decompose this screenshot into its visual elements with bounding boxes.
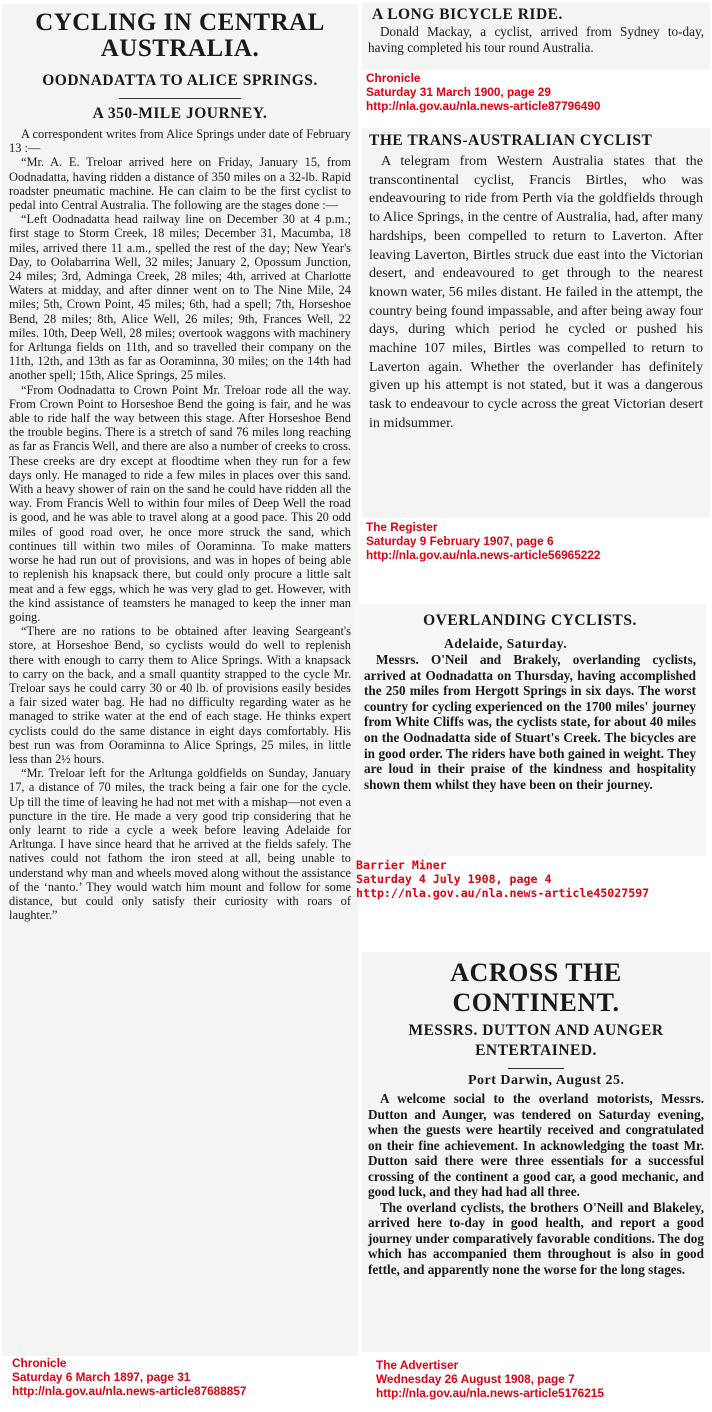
paragraph: A correspondent writes from Alice Springs under date of February 13 :—	[9, 127, 351, 156]
subhead-entertained: ENTERTAINED.	[475, 1042, 597, 1059]
caption-link[interactable]: http://nla.gov.au/nla.news-article5176215	[376, 1386, 604, 1400]
caption-source: Chronicle	[366, 71, 421, 85]
article-overlanding-cyclists	[354, 604, 706, 856]
caption-link[interactable]: http://nla.gov.au/nla.news-article87796490	[366, 99, 601, 113]
divider	[508, 1068, 564, 1069]
headline: ACROSS THE CONTINENT.	[450, 958, 622, 1017]
paragraph: “Mr. Treloar left for the Arltunga goldfields on Sunday, January 17, a distance of 70 miles, the track being a fair one for the cycle. Up till the time of leaving he had not met with a mishap—not even a puncture in the tire. He made a very good trip considering that he only learnt to ride a cycle a week before leaving Adelaide for Arltunga. I have since heard that he arrived at the fields safely. The natives could not fathom the iron steed at all, being unable to understand why man and wheels moved along without the assistance of the ‘nanto.’ They would watch him mount and follow for some distance, but could only satisfy their curiosity with roars of laughter.”	[9, 766, 351, 923]
subhead-journey: A 350-MILE JOURNEY.	[92, 105, 268, 122]
caption-barrier-miner-1908	[356, 858, 649, 900]
article-long-bicycle-ride	[362, 2, 710, 70]
article-cycling-central-australia	[2, 4, 358, 1356]
caption-chronicle-1900	[366, 71, 601, 113]
caption-register-1907	[366, 520, 601, 562]
dateline: Adelaide, Saturday.	[444, 636, 568, 651]
headline: OVERLANDING CYCLISTS.	[423, 612, 637, 629]
caption-source: The Register	[366, 520, 438, 534]
caption-source: The Advertiser	[376, 1358, 459, 1372]
caption-source: Chronicle	[12, 1356, 67, 1370]
caption-date: Saturday 4 July 1908, page 4	[356, 872, 552, 886]
paragraph: “From Oodnadatta to Crown Point Mr. Treloar rode all the way. From Crown Point to Horseshoe Bend the going is fair, and he was able to ride half the way between this stage. After Horseshoe Bend the trouble begins. There is a stretch of sand 76 miles long reaching as far as Francis Well, and there are also a number of creeks to cross. These creeks are dry except at floodtime when they run for a few days only. He managed to ride a few miles in places over this sand. With a heavy shower of rain on the sand he could have ridden all the way. From Francis Well to within four miles of Deep Well the road is good, and he was able to travel along at a good pace. This 20 odd miles of good road over, he once more struck the sand, which continues till within two miles of Ooraminna. To make matters worse he had run out of provisions, and was in hopes of being able to replenish his knapsack there, but could only procure a little salt meat and a few eggs, which he was very glad to get. However, with the kind assistance of teamsters he managed to keep the inner man going.	[9, 382, 351, 624]
paragraph: “There are no rations to be obtained after leaving Seargeant's store, at Horseshoe Bend, so cyclists would do well to replenish there with enough to carry them to Alice Springs. With a knapsack to carry on the back, and a small quantity strapped to the cycle Mr. Treloar says he could carry 30 or 40 lb. of provisions easily besides a fair sized water bag. He had no difficulty regarding water as he managed to strike water at the end of each stage. He thinks expert cyclists could do the same distance in eight days comfortably. His best run was from Ooraminna to Alice Springs, 25 miles, in little less than 2½ hours.	[9, 624, 351, 766]
headline	[9, 10, 351, 62]
caption-link[interactable]: http://nla.gov.au/nla.news-article56965222	[366, 548, 601, 562]
caption-date: Saturday 9 February 1907, page 6	[366, 534, 554, 548]
divider	[119, 98, 241, 99]
caption-date: Saturday 6 March 1897, page 31	[12, 1370, 191, 1384]
caption-advertiser-1908	[376, 1358, 604, 1400]
paragraph: Donald Mackay, a cyclist, arrived from Sydney to-day, having completed his tour round Australia.	[368, 24, 704, 55]
article-trans-australian-cyclist	[362, 128, 710, 518]
paragraph: “Left Oodnadatta head railway line on December 30 at 4 p.m.; first stage to Storm Creek, 18 miles; December 31, Macumba, 18 miles, arrived there 11 a.m., spelled the rest of the day; New Year's Day, to Oolabarrina Well, 32 miles; January 2, Opossum Junction, 24 miles; 3rd, Adminga Creek, 28 miles; 4th, arrived at Charlotte Waters at midday, and after dinner went on to The Nine Mile, 24 miles; 5th, Crown Point, 45 miles; 6th, had a spell; 7th, Horseshoe Bend, 28 miles; 8th, Alice Well, 26 miles; 9th, Frances Well, 22 miles. 10th, Deep Well, 28 miles; overtook waggons with machinery for Arltunga fields on 11th, and so travelled their company on the 11th, 12th, and 13th as far as Ooraminna, 30 miles; on the 14th had another spell; 15th, Alice Springs, 25 miles.	[9, 212, 351, 383]
article-across-the-continent	[362, 952, 710, 1352]
paragraph: “Mr. A. E. Treloar arrived here on Friday, January 15, from Oodnadatta, having ridden a distance of 350 miles on a 32-lb. Rapid roadster pneumatic machine. He can claim to be the first cyclist to pedal into Central Australia. The following are the stages done :—	[9, 155, 351, 213]
headline-line-1: CYCLING IN CENTRAL	[35, 9, 325, 36]
dateline: Port Darwin, August 25.	[468, 1073, 625, 1088]
paragraph: Messrs. O'Neil and Brakely, overlanding cyclists, arrived at Oodnadatta on Thursday, having accomplished the 250 miles from Hergott Springs in six days. The worst country for cycling experienced on the 1700 miles' journey from White Cliffs was, the cyclists state, for about 40 miles on the Oodnadatta side of Stuart's Creek. The bicycles are in good order. The riders have both gained in weight. They are loud in their praise of the kindness and hospitality shown them whilst they have been on their journey.	[364, 652, 696, 792]
caption-date: Wednesday 26 August 1908, page 7	[376, 1372, 575, 1386]
paragraph: The overland cyclists, the brothers O'Neill and Blakeley, arrived here to-day in good health, and report a good journey under comparatively favorable conditions. The dog which has accompanied them throughout is also in good fettle, and apparently none the worse for the long stages.	[368, 1199, 704, 1277]
caption-date: Saturday 31 March 1900, page 29	[366, 85, 551, 99]
caption-chronicle-1897	[12, 1356, 247, 1398]
paragraph: A telegram from Western Australia states that the transcontinental cyclist, Francis Birtles, who was endeavouring to ride from Perth via the goldfields through to Alice Springs, in the centre of Australia, had, after many hardships, been compelled to return to Laverton. After leaving Laverton, Birtles struck due east into the Victorian desert, and endeavoured to get through to the nearest known water, 56 miles distant. He failed in the attempt, the country being found impassable, and after being away four days, during which period he cycled or pushed his machine 107 miles, Birtles was compelled to return to Laverton again. Whether the overlander has definitely given up his attempt is not stated, but it was a dangerous task to endeavour to cycle across the great Victorian desert in midsummer.	[369, 153, 703, 431]
caption-link[interactable]: http://nla.gov.au/nla.news-article45027597	[356, 886, 650, 900]
caption-link[interactable]: http://nla.gov.au/nla.news-article87688857	[12, 1384, 247, 1398]
headline: A LONG BICYCLE RIDE.	[372, 6, 563, 23]
subhead: OODNADATTA TO ALICE SPRINGS.	[42, 72, 318, 89]
subhead-names: MESSRS. DUTTON AND AUNGER	[408, 1022, 664, 1039]
headline-line-2: AUSTRALIA.	[100, 35, 260, 62]
headline: THE TRANS-AUSTRALIAN CYCLIST	[369, 132, 653, 149]
caption-source: Barrier Miner	[356, 858, 447, 872]
paragraph: A welcome social to the overland motorists, Messrs. Dutton and Aunger, was tendered on Saturday evening, when the guests were heartily received and congratulated on their fine achievement. In acknowledging the toast Mr. Dutton said there were three essentials for a successful crossing of the continent a good car, a good mechanic, and good luck, and they had had all three.	[368, 1091, 704, 1199]
